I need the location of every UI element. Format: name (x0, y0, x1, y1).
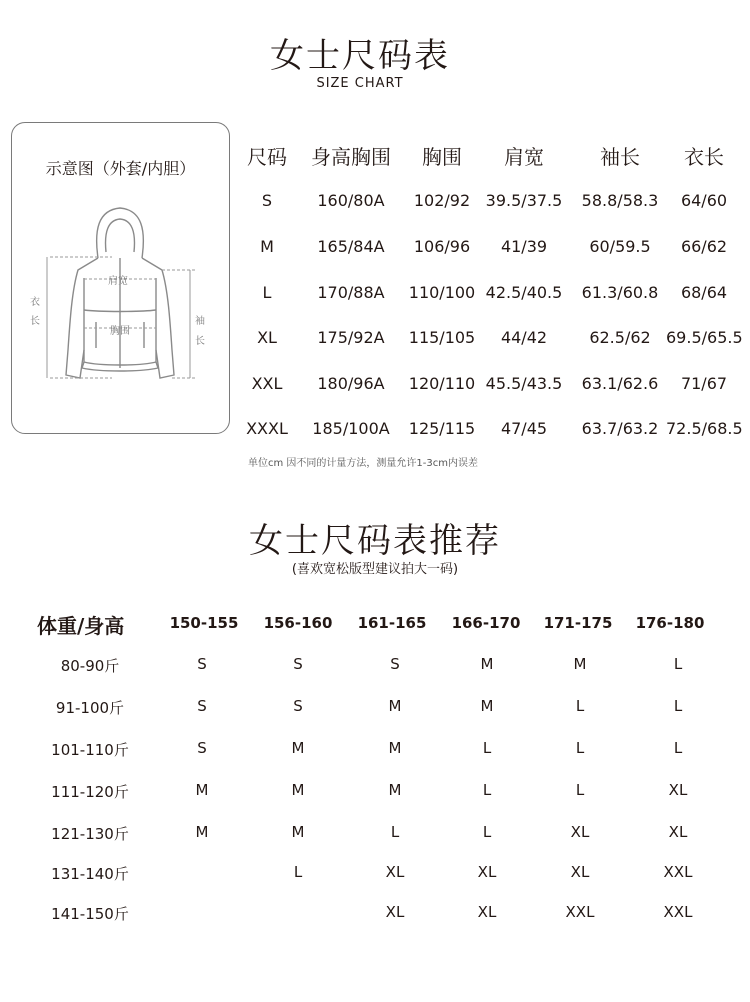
recommended-size-cell: XL (477, 863, 497, 881)
size-table-cell: 71/67 (680, 374, 728, 393)
size-table-cell: 170/88A (317, 283, 385, 302)
recommended-size-cell: L (575, 739, 585, 757)
recommended-size-cell: XL (570, 863, 590, 881)
jacket-illustration (20, 200, 225, 400)
recommended-size-cell: XXL (565, 903, 595, 921)
size-table-cell: 66/62 (680, 237, 728, 256)
recommended-size-cell: M (573, 655, 587, 673)
recommended-size-cell: XL (570, 823, 590, 841)
size-table-cell: 120/110 (408, 374, 476, 393)
size-label: XL (257, 328, 277, 347)
size-table-cell: 64/60 (680, 191, 728, 210)
page-title: 女士尺码表 (270, 36, 450, 76)
size-table-cell: 45.5/43.5 (485, 374, 563, 393)
weight-label: 141-150斤 (51, 905, 129, 923)
size-table-cell: 175/92A (317, 328, 385, 347)
size-label: S (261, 191, 273, 210)
length-label-2: 长 (30, 316, 40, 327)
recommended-size-cell: S (293, 655, 303, 673)
recommended-size-cell: L (482, 823, 492, 841)
recommend-title: 女士尺码表推荐 (249, 521, 501, 561)
size-table-cell: 115/105 (408, 328, 476, 347)
size-table-cell: 41/39 (500, 237, 548, 256)
recommended-size-cell: L (673, 739, 683, 757)
size-table-cell: 72.5/68.5 (666, 419, 743, 438)
weight-label: 101-110斤 (51, 741, 129, 759)
recommended-size-cell: M (480, 697, 494, 715)
size-table-cell: 47/45 (500, 419, 548, 438)
size-table-cell: 62.5/62 (589, 328, 651, 347)
recommended-size-cell: XL (668, 781, 688, 799)
weight-label: 91-100斤 (55, 699, 125, 717)
size-table-cell: 58.8/58.3 (581, 191, 659, 210)
height-header: 176-180 (635, 614, 705, 632)
recommended-size-cell: L (575, 781, 585, 799)
size-table-cell: 165/84A (317, 237, 385, 256)
height-header: 171-175 (543, 614, 613, 632)
recommended-size-cell: M (388, 739, 402, 757)
size-table-cell: 39.5/37.5 (485, 191, 563, 210)
recommended-size-cell: M (480, 655, 494, 673)
weight-label: 121-130斤 (51, 825, 129, 843)
recommended-size-cell: S (390, 655, 400, 673)
recommended-size-cell: M (195, 781, 209, 799)
recommended-size-cell: L (673, 697, 683, 715)
recommended-size-cell: XL (385, 863, 405, 881)
size-table-cell: 60/59.5 (589, 237, 651, 256)
size-table-cell: 110/100 (408, 283, 476, 302)
recommended-size-cell: XXL (663, 863, 693, 881)
recommend-subtitle: (喜欢宽松版型建议拍大一码) (291, 562, 459, 577)
height-header: 150-155 (169, 614, 239, 632)
recommended-size-cell: XL (668, 823, 688, 841)
recommended-size-cell: XL (385, 903, 405, 921)
shoulder-label: 肩宽 (108, 276, 128, 287)
sleeve-label-2: 长 (195, 336, 205, 347)
size-label: XXL (251, 374, 283, 393)
size-table-cell: 61.3/60.8 (581, 283, 659, 302)
size-header-size: 尺码 (247, 145, 287, 169)
recommended-size-cell: XXL (663, 903, 693, 921)
size-table-cell: 160/80A (317, 191, 385, 210)
height-header: 166-170 (451, 614, 521, 632)
recommended-size-cell: L (482, 739, 492, 757)
recommended-size-cell: L (482, 781, 492, 799)
recommended-size-cell: S (293, 697, 303, 715)
recommended-size-cell: M (291, 781, 305, 799)
recommended-size-cell: M (388, 697, 402, 715)
weight-label: 131-140斤 (51, 865, 129, 883)
size-table-cell: 102/92 (413, 191, 471, 210)
size-table-cell: 69.5/65.5 (666, 328, 743, 347)
size-header-length: 衣长 (684, 145, 724, 169)
size-header-sleeve: 袖长 (600, 145, 640, 169)
diagram-caption: 示意图（外套/内胆） (45, 159, 196, 178)
size-header-shoulder: 肩宽 (504, 145, 544, 169)
weight-label: 80-90斤 (60, 657, 120, 675)
height-header: 156-160 (263, 614, 333, 632)
size-label: L (262, 283, 272, 302)
recommended-size-cell: XL (477, 903, 497, 921)
size-table-cell: 125/115 (408, 419, 476, 438)
recommended-size-cell: S (197, 655, 207, 673)
recommended-size-cell: L (390, 823, 400, 841)
weight-height-header: 体重/身高 (37, 614, 125, 638)
chest-label: 胸围 (110, 326, 130, 337)
recommended-size-cell: S (197, 697, 207, 715)
page-subtitle: SIZE CHART (316, 76, 404, 91)
size-label: M (260, 237, 274, 256)
measurement-note: 单位cm 因不同的计量方法，测量允许1-3cm内误差 (248, 458, 478, 469)
recommended-size-cell: M (388, 781, 402, 799)
height-header: 161-165 (357, 614, 427, 632)
size-table-cell: 63.7/63.2 (581, 419, 659, 438)
weight-label: 111-120斤 (51, 783, 129, 801)
size-label: XXXL (246, 419, 288, 438)
recommended-size-cell: L (293, 863, 303, 881)
size-table-cell: 44/42 (500, 328, 548, 347)
size-header-height-chest: 身高胸围 (311, 145, 391, 169)
length-label-1: 衣 (30, 297, 40, 308)
recommended-size-cell: L (575, 697, 585, 715)
recommended-size-cell: S (197, 739, 207, 757)
recommended-size-cell: M (291, 739, 305, 757)
size-table-cell: 185/100A (312, 419, 390, 438)
size-table-cell: 106/96 (413, 237, 471, 256)
recommended-size-cell: M (291, 823, 305, 841)
size-table-cell: 42.5/40.5 (485, 283, 563, 302)
size-table-cell: 63.1/62.6 (581, 374, 659, 393)
size-table-cell: 180/96A (317, 374, 385, 393)
sleeve-label-1: 袖 (195, 316, 205, 327)
size-table-cell: 68/64 (680, 283, 728, 302)
size-header-chest: 胸围 (422, 145, 462, 169)
recommended-size-cell: M (195, 823, 209, 841)
recommended-size-cell: L (673, 655, 683, 673)
